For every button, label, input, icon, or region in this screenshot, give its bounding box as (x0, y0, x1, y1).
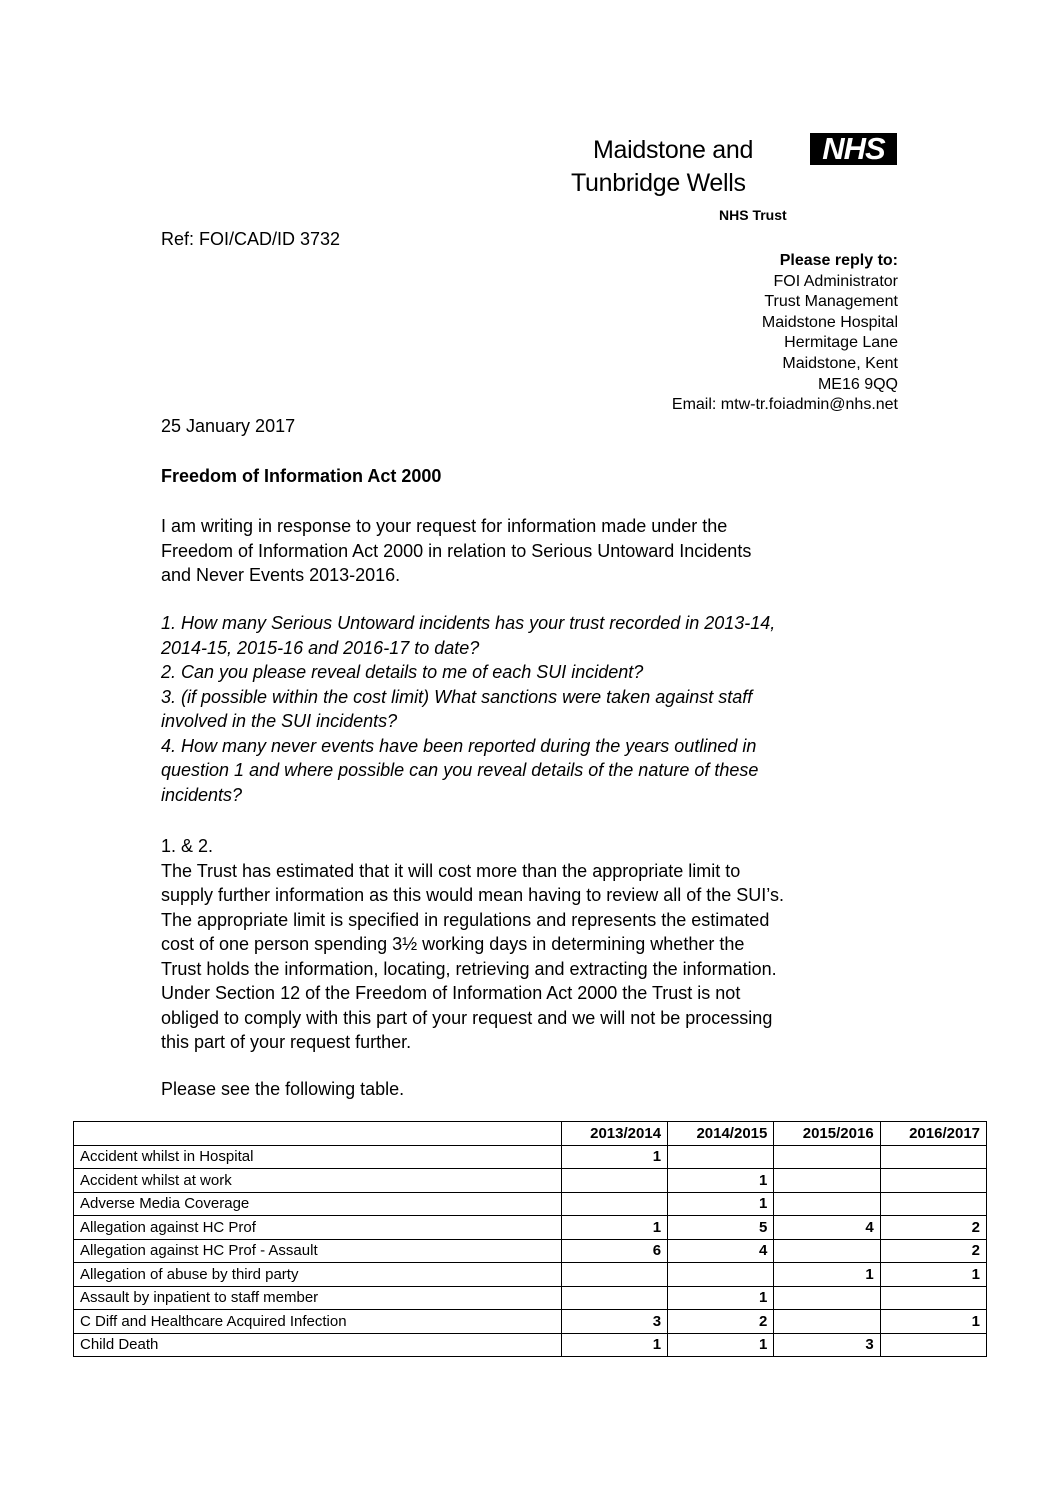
letter-heading: Freedom of Information Act 2000 (161, 466, 442, 486)
count-cell: 1 (880, 1310, 986, 1334)
count-cell (561, 1192, 667, 1216)
text-line: this part of your request further. (161, 1032, 412, 1052)
text-line: The Trust has estimated that it will cost more than the appropriate limit to (161, 860, 741, 881)
text-line: cost of one person spending 3½ working days in determining whether the (161, 934, 745, 954)
incident-type-cell: Adverse Media Coverage (74, 1192, 562, 1216)
incident-type-cell: Allegation against HC Prof - Assault (74, 1239, 562, 1263)
count-cell (880, 1333, 986, 1357)
text-line: Freedom of Information Act 2000 in relation to Serious Untoward Incidents (161, 540, 752, 561)
text-line: 2014-15, 2015-16 and 2016-17 to date? (161, 637, 480, 658)
org-name-line2: Tunbridge Wells (571, 169, 746, 197)
count-cell: 6 (561, 1239, 667, 1263)
count-cell: 3 (561, 1310, 667, 1334)
text-line: Trust holds the information, locating, retrieving and extracting the information. (161, 958, 777, 979)
table-header-cell: 2013/2014 (561, 1122, 667, 1146)
address-line: Maidstone Hospital (761, 313, 898, 331)
count-cell: 1 (561, 1145, 667, 1169)
count-cell (668, 1145, 774, 1169)
text-line: 1. & 2. (161, 836, 214, 856)
count-cell (668, 1263, 774, 1287)
address-line: Hermitage Lane (784, 334, 898, 352)
incident-type-cell: Allegation against HC Prof (74, 1216, 562, 1240)
count-cell (774, 1169, 880, 1193)
count-cell: 2 (668, 1310, 774, 1334)
org-type: NHS Trust (719, 207, 787, 223)
count-cell (774, 1145, 880, 1169)
table-row (74, 1192, 987, 1216)
text-line: incidents? (161, 784, 243, 805)
reference-number: Ref: FOI/CAD/ID 3732 (161, 229, 341, 249)
count-cell: 1 (668, 1333, 774, 1357)
letter-date: 25 January 2017 (161, 416, 296, 436)
address-line: Maidstone, Kent (782, 354, 898, 372)
count-cell (880, 1286, 986, 1310)
table-header-cell: 2015/2016 (774, 1122, 880, 1146)
count-cell (880, 1169, 986, 1193)
text-line: involved in the SUI incidents? (161, 711, 398, 731)
table-intro: Please see the following table. (161, 1079, 405, 1099)
count-cell: 4 (774, 1216, 880, 1240)
count-cell: 4 (668, 1239, 774, 1263)
text-line: The appropriate limit is specified in regulations and represents the estimated (161, 909, 770, 930)
address-line: ME16 9QQ (817, 375, 898, 393)
text-line: 3. (if possible within the cost limit) What sanctions were taken against staff (161, 686, 753, 707)
table-header-row (74, 1122, 987, 1146)
count-cell (774, 1286, 880, 1310)
incident-type-cell: Accident whilst at work (74, 1169, 562, 1193)
table-row (74, 1216, 987, 1240)
count-cell: 2 (880, 1239, 986, 1263)
table-row (74, 1333, 987, 1357)
count-cell: 1 (668, 1169, 774, 1193)
text-line: 1. How many Serious Untoward incidents has your trust recorded in 2013-14, (161, 613, 776, 633)
count-cell: 1 (561, 1333, 667, 1357)
address-line: FOI Administrator (773, 272, 898, 290)
count-cell (774, 1192, 880, 1216)
table-row (74, 1169, 987, 1193)
table-row (74, 1310, 987, 1334)
count-cell (561, 1169, 667, 1193)
count-cell (880, 1145, 986, 1169)
text-line: 2. Can you please reveal details to me of each SUI incident? (161, 662, 644, 682)
incident-type-cell: Assault by inpatient to staff member (74, 1286, 562, 1310)
intro-paragraph (161, 514, 921, 588)
count-cell: 1 (668, 1286, 774, 1310)
count-cell: 1 (561, 1216, 667, 1240)
nhs-logo-badge: NHS (810, 133, 897, 165)
reply-to-heading: Please reply to: (779, 252, 898, 269)
answer-paragraph (161, 834, 921, 1055)
table-row (74, 1239, 987, 1263)
count-cell (774, 1310, 880, 1334)
address-line: Trust Management (764, 293, 898, 311)
count-cell: 1 (668, 1192, 774, 1216)
text-line: question 1 and where possible can you reveal details of the nature of these (161, 760, 759, 780)
reply-to-address (672, 251, 898, 416)
table-row (74, 1145, 987, 1169)
table-header-cell (74, 1122, 562, 1146)
text-line: obliged to comply with this part of your request and we will not be processing (161, 1007, 773, 1028)
incident-table (73, 1121, 987, 1357)
count-cell: 3 (774, 1333, 880, 1357)
count-cell (880, 1192, 986, 1216)
incident-type-cell: Accident whilst in Hospital (74, 1145, 562, 1169)
count-cell: 5 (668, 1216, 774, 1240)
table-row (74, 1263, 987, 1287)
incident-type-cell: C Diff and Healthcare Acquired Infection (74, 1310, 562, 1334)
count-cell: 2 (880, 1216, 986, 1240)
count-cell (774, 1239, 880, 1263)
count-cell (561, 1263, 667, 1287)
text-line: 4. How many never events have been reported during the years outlined in (161, 735, 757, 756)
email-line: Email: mtw-tr.foiadmin@nhs.net (671, 396, 898, 414)
text-line: supply further information as this would mean having to review all of the SUI’s. (161, 885, 784, 905)
count-cell: 1 (774, 1263, 880, 1287)
text-line: and Never Events 2013-2016. (161, 565, 401, 585)
count-cell (561, 1286, 667, 1310)
table-header-cell: 2014/2015 (668, 1122, 774, 1146)
org-name-line1: Maidstone and (593, 136, 754, 164)
request-questions (161, 611, 921, 807)
incident-type-cell: Child Death (74, 1333, 562, 1357)
count-cell: 1 (880, 1263, 986, 1287)
table-row (74, 1286, 987, 1310)
table-header-cell: 2016/2017 (880, 1122, 986, 1146)
incident-type-cell: Allegation of abuse by third party (74, 1263, 562, 1287)
text-line: I am writing in response to your request for information made under the (161, 516, 728, 536)
text-line: Under Section 12 of the Freedom of Information Act 2000 the Trust is not (161, 983, 741, 1003)
